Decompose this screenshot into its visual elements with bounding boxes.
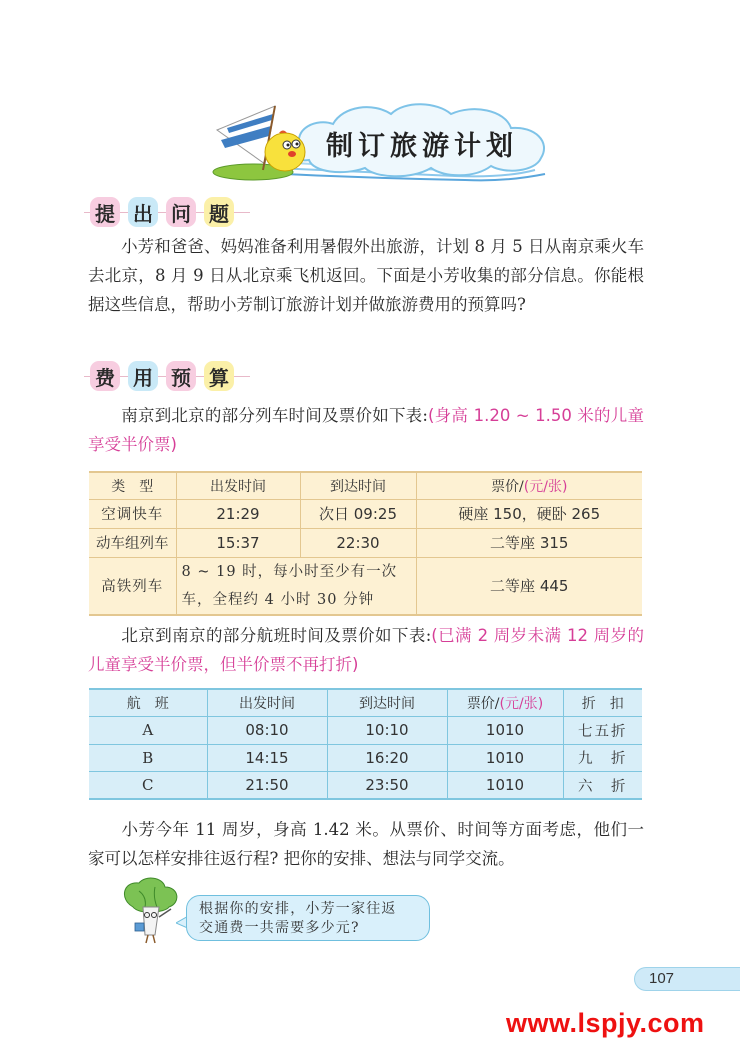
table-header-row bbox=[89, 689, 642, 717]
bubble-line: 交通费一共需要多少元? bbox=[199, 920, 360, 936]
arrive-time: 10:10 bbox=[327, 717, 447, 745]
header-depart: 出发时间 bbox=[207, 689, 327, 717]
schedule-line: 8 ~ 19 时，每小时至少有一次 bbox=[181, 563, 398, 580]
flight-intro-text: 北京到南京的部分航班时间及票价如下表: bbox=[121, 626, 432, 645]
flight-id: B bbox=[89, 744, 207, 772]
heading-char: 费 bbox=[90, 361, 120, 391]
bubble-line: 根据你的安排，小芳一家往返 bbox=[199, 901, 397, 917]
flight-id: A bbox=[89, 717, 207, 745]
arrive-time: 22:30 bbox=[300, 528, 416, 557]
table-row bbox=[89, 557, 642, 615]
ticket-price: 硬座 150，硬卧 265 bbox=[416, 499, 642, 528]
table-row bbox=[89, 499, 642, 528]
heading-char: 问 bbox=[166, 197, 196, 227]
header-price bbox=[416, 472, 642, 499]
table-row bbox=[89, 772, 642, 800]
depart-time: 14:15 bbox=[207, 744, 327, 772]
closing-text: 小芳今年 11 周岁，身高 1.42 米。从票价、时间等方面考虑，他们一家可以怎样安排往返行程? 把你的安排、想法与同学交流。 bbox=[88, 820, 644, 868]
discount: 七五折 bbox=[563, 717, 642, 745]
heading-char: 出 bbox=[128, 197, 158, 227]
header-price-unit: (元/张) bbox=[523, 478, 568, 495]
table-row bbox=[89, 717, 642, 745]
header-discount: 折 扣 bbox=[563, 689, 642, 717]
heading-char: 用 bbox=[128, 361, 158, 391]
header-price bbox=[447, 689, 563, 717]
depart-time: 21:29 bbox=[176, 499, 300, 528]
section-heading-budget bbox=[90, 358, 242, 394]
table-header-row bbox=[89, 472, 642, 499]
train-type: 动车组列车 bbox=[89, 528, 176, 557]
ticket-price: 二等座 445 bbox=[416, 557, 642, 615]
ticket-price: 1010 bbox=[447, 744, 563, 772]
heading-char: 提 bbox=[90, 197, 120, 227]
header-depart: 出发时间 bbox=[176, 472, 300, 499]
schedule-line: 车，全程约 4 小时 30 分钟 bbox=[181, 591, 375, 608]
watermark: www.lspjy.com bbox=[506, 1008, 705, 1038]
header-type: 类 型 bbox=[89, 472, 176, 499]
section-heading-pose-question bbox=[90, 194, 242, 230]
arrive-time: 16:20 bbox=[327, 744, 447, 772]
flight-child-fare-note: (已满 2 周岁未满 12 周岁的儿童享受半价票，但半价票不再打折) bbox=[88, 626, 644, 674]
schedule-description bbox=[176, 557, 416, 615]
speech-bubble bbox=[186, 895, 430, 941]
header-price-label: 票价/ bbox=[466, 696, 500, 712]
page-number-tab bbox=[634, 967, 740, 991]
header-arrive: 到达时间 bbox=[327, 689, 447, 717]
closing-paragraph bbox=[88, 815, 644, 873]
header-arrive: 到达时间 bbox=[300, 472, 416, 499]
arrive-time: 23:50 bbox=[327, 772, 447, 800]
arrive-time: 次日 09:25 bbox=[300, 499, 416, 528]
discount: 九 折 bbox=[563, 744, 642, 772]
intro-paragraph bbox=[88, 232, 644, 319]
heading-char: 题 bbox=[204, 197, 234, 227]
header-price-unit: (元/张) bbox=[499, 696, 544, 712]
train-intro-text: 南京到北京的部分列车时间及票价如下表: bbox=[121, 406, 428, 425]
table-row bbox=[89, 744, 642, 772]
ticket-price: 1010 bbox=[447, 717, 563, 745]
cabbage-mascot-icon bbox=[115, 877, 185, 947]
train-schedule-table bbox=[89, 471, 642, 616]
heading-char: 预 bbox=[166, 361, 196, 391]
train-intro-paragraph bbox=[88, 401, 644, 459]
title-banner bbox=[205, 100, 560, 190]
ticket-price: 1010 bbox=[447, 772, 563, 800]
table-row bbox=[89, 528, 642, 557]
page-title: 制订旅游计划 bbox=[326, 131, 518, 162]
train-child-fare-note: (身高 1.20 ~ 1.50 米的儿童享受半价票) bbox=[88, 406, 645, 454]
train-type: 空调快车 bbox=[89, 499, 176, 528]
flight-intro-paragraph bbox=[88, 621, 644, 679]
depart-time: 21:50 bbox=[207, 772, 327, 800]
flight-schedule-table bbox=[89, 688, 642, 800]
train-type: 高铁列车 bbox=[89, 557, 176, 615]
ticket-price: 二等座 315 bbox=[416, 528, 642, 557]
header-price-label: 票价/ bbox=[491, 478, 524, 495]
depart-time: 15:37 bbox=[176, 528, 300, 557]
header-flight: 航 班 bbox=[89, 689, 207, 717]
discount: 六 折 bbox=[563, 772, 642, 800]
heading-char: 算 bbox=[204, 361, 234, 391]
depart-time: 08:10 bbox=[207, 717, 327, 745]
intro-text: 小芳和爸爸、妈妈准备利用暑假外出旅游，计划 8 月 5 日从南京乘火车去北京，8 月 9 日从北京乘飞机返回。下面是小芳收集的部分信息。你能根据这些信息，帮助小芳制订旅游计划并做旅游费用的预算吗? bbox=[88, 237, 644, 314]
page-number: 107 bbox=[649, 970, 675, 987]
flight-id: C bbox=[89, 772, 207, 800]
